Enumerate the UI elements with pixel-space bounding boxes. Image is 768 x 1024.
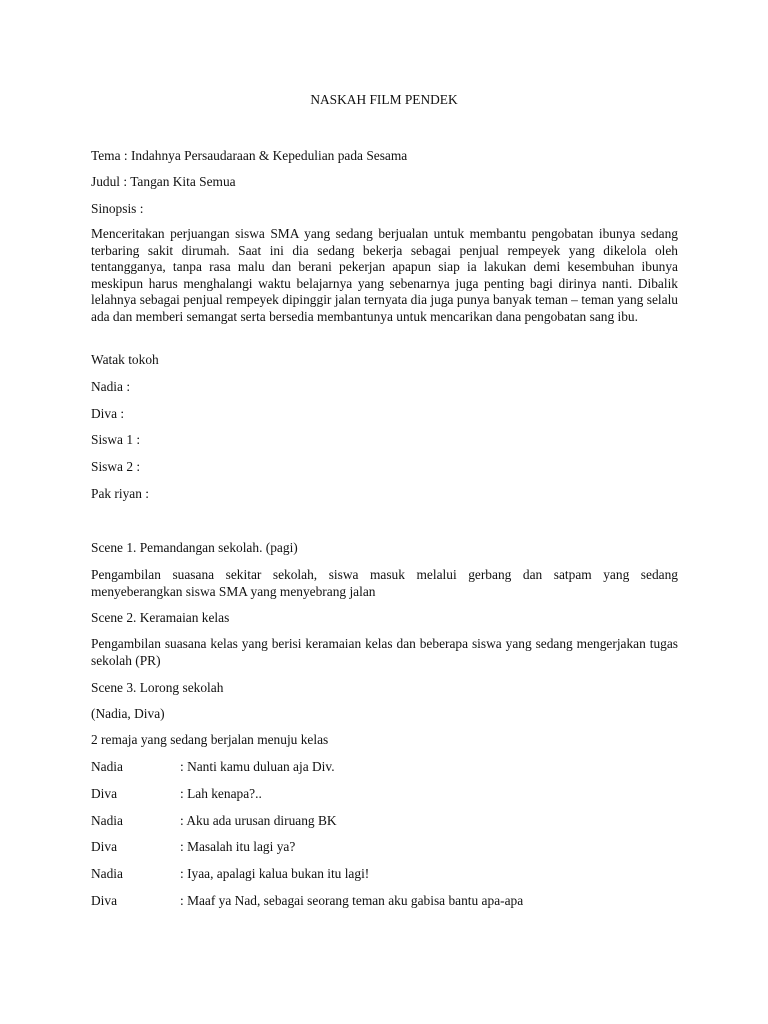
scene-2-heading: Scene 2. Keramaian kelas (91, 610, 230, 625)
dialogue-text: : Lah kenapa?.. (180, 786, 262, 801)
synopsis-paragraph: Menceritakan perjuangan siswa SMA yang sedang berjualan untuk membantu pengobatan ibunya sedang terbaring sakit dirumah. Saat ini dia sedang bekerja sebagai penjual rempeyek yang dikelola oleh tentangganya, tanpa rasa malu dan berani pekerjan apapun siap ia lakukan demi kesembuhan ibunya meskipun harus menghalangi waktu belajarnya yang sebenarnya juga penting bagi dirinya nanti. Dibalik lelahnya sebagai penjual rempeyek dipinggir jalan ternyata dia juga punya banyak teman – teman yang selalu ada dan memberi semangat serta bersedia membantunya untuk mencarikan dana pengobatan sang ibu. (91, 226, 678, 324)
dialogue-text: : Iyaa, apalagi kalua bukan itu lagi! (180, 866, 370, 881)
character-nadia: Nadia : (91, 379, 131, 394)
scene-3-cast: (Nadia, Diva) (91, 706, 165, 721)
dialogue-speaker: Diva (91, 839, 118, 854)
dialogue-text: : Maaf ya Nad, sebagai seorang teman aku gabisa bantu apa-apa (180, 893, 524, 908)
scene-3-heading: Scene 3. Lorong sekolah (91, 680, 224, 695)
scene-1-heading: Scene 1. Pemandangan sekolah. (pagi) (91, 540, 298, 555)
dialogue-speaker: Nadia (91, 866, 123, 881)
dialogue-speaker: Nadia (91, 813, 123, 828)
dialogue-text: : Aku ada urusan diruang BK (180, 813, 337, 828)
scene-2-description: Pengambilan suasana kelas yang berisi keramaian kelas dan beberapa siswa yang sedang mengerjakan tugas sekolah (PR) (91, 636, 678, 668)
character-siswa-1: Siswa 1 : (91, 432, 141, 447)
character-diva: Diva : (91, 406, 125, 421)
theme-line: Tema : Indahnya Persaudaraan & Kepedulian pada Sesama (91, 148, 408, 163)
title-line: Judul : Tangan Kita Semua (91, 174, 236, 189)
dialogue-speaker: Diva (91, 786, 118, 801)
document-title: NASKAH FILM PENDEK (310, 92, 458, 107)
character-pak-riyan: Pak riyan : (91, 486, 150, 501)
dialogue-text: : Nanti kamu duluan aja Div. (180, 759, 335, 774)
dialogue-speaker: Diva (91, 893, 118, 908)
synopsis-heading: Sinopsis : (91, 201, 144, 216)
scene-3-description: 2 remaja yang sedang berjalan menuju kelas (91, 732, 329, 747)
character-siswa-2: Siswa 2 : (91, 459, 141, 474)
dialogue-text: : Masalah itu lagi ya? (180, 839, 296, 854)
scene-1-description: Pengambilan suasana sekitar sekolah, siswa masuk melalui gerbang dan satpam yang sedang menyeberangkan siswa SMA yang menyebrang jalan (91, 567, 678, 599)
dialogue-speaker: Nadia (91, 759, 123, 774)
characters-heading: Watak tokoh (91, 352, 159, 367)
